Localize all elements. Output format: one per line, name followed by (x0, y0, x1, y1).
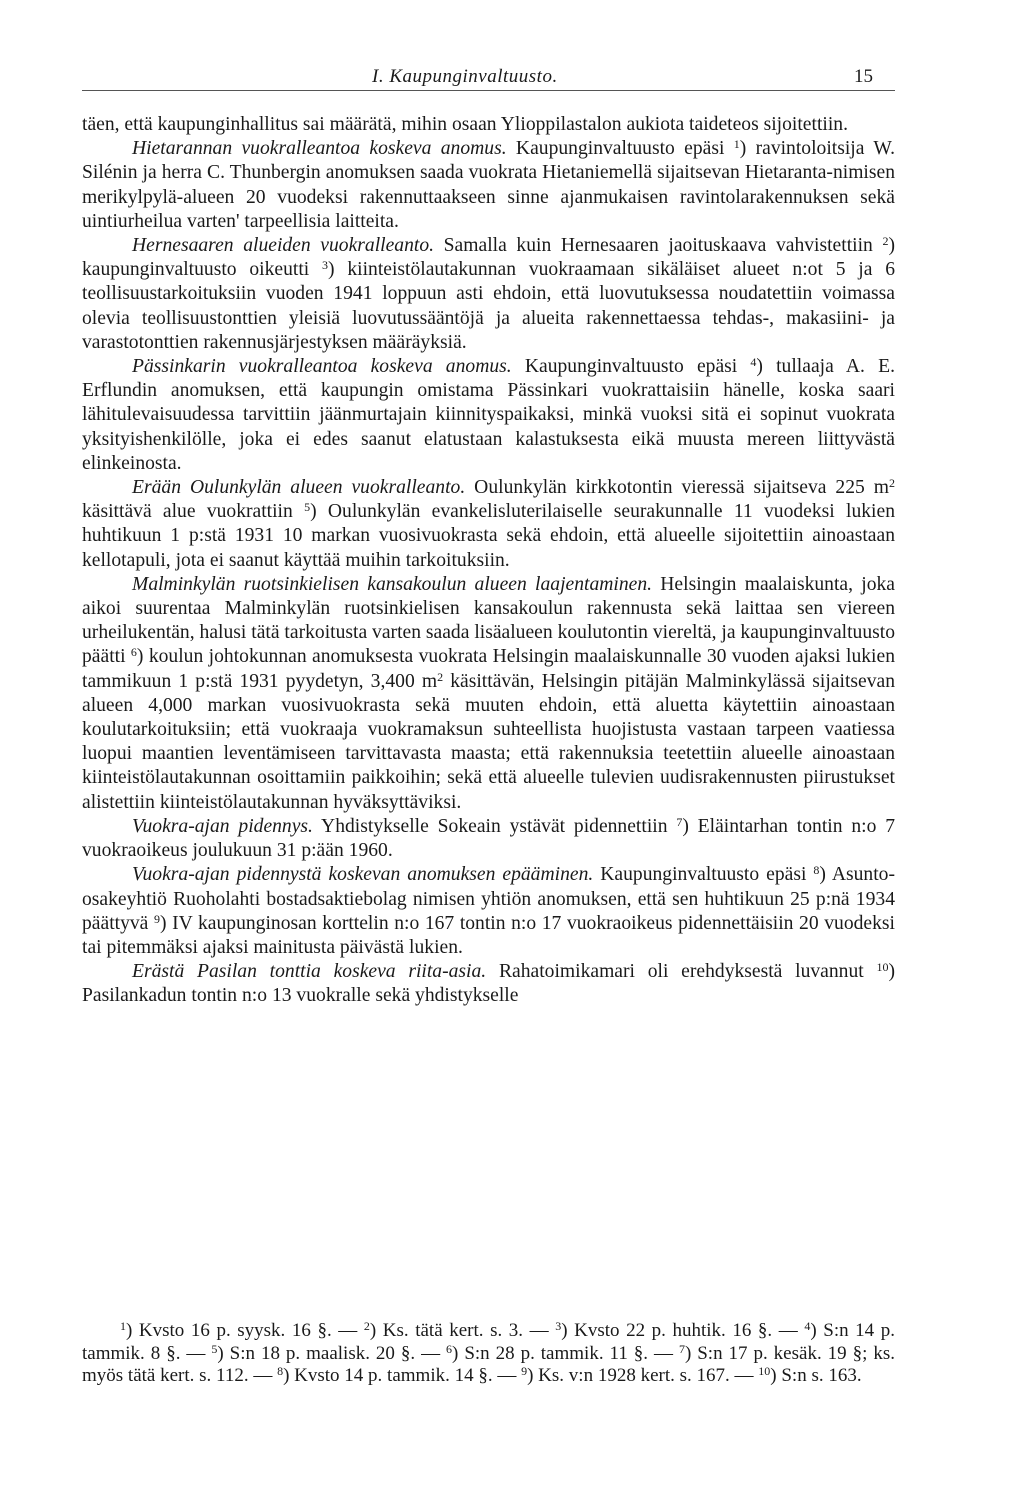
text-run: käsittävän, Helsingin pitäjän Malminkylässä sijaitsevan alueen 4,000 markan vuosivuokrasta sekä muuten ehdoin, että aluetta käytettiin ainoastaan koulutarkoituksiin; että vuokraaja vuokramaksun suhteellista huojistusta vastaan tarpeen vaatiessa luopui maantien leventämiseen tarvittavasta maasta; että rakennuksia teetettiin alueelle ainoastaan kiinteistölautakunnan osoittamiin paikkoihin; sekä että alueelle tulevien uudisrakennusten piirustukset alistettiin kiinteistölautakunnan hyväksyttäviksi. (82, 670, 896, 813)
footnote-ref: 7 (678, 1341, 685, 1356)
footnote-ref: 3 (555, 1319, 562, 1333)
text-run: ) S:n 14 p. tammik. 8 §. — (82, 1320, 895, 1364)
text-run: ) koulun johtokunnan anomuksesta vuokrata Helsingin maalaiskunnalle 30 vuoden ajaksi lukien tammikuun 1 p:stä 1931 pyydetyn, 3,400 m (82, 646, 895, 692)
footnotes (82, 1320, 895, 1388)
text-run: ) Ks. v:n 1928 kert. s. 167. — (527, 1365, 759, 1386)
text-run: ) Ks. tätä kert. s. 3. — (369, 1320, 556, 1341)
subheading: Erästä Pasilan tonttia koskeva riita-asia. (132, 961, 487, 983)
text-run: ) kaupunginvaltuusto oikeutti (82, 235, 895, 281)
subheading: Malminkylän ruotsinkielisen kansakoulun alueen laajentaminen. (132, 573, 653, 595)
footnote-ref: 1 (733, 137, 740, 152)
text-run: ) Kvsto 16 p. syysk. 16 §. — (126, 1320, 364, 1341)
footnote-ref: 10 (876, 960, 889, 975)
footnote-ref: 6 (130, 645, 137, 660)
footnote-ref: 2 (437, 669, 444, 684)
footnote-text (82, 1320, 895, 1388)
footnote-ref: 1 (120, 1319, 126, 1333)
page-number: 15 (854, 66, 873, 87)
text-run: Rahatoimikamari oli erehdyksestä luvannut (486, 961, 877, 983)
footnote-ref: 7 (676, 814, 683, 829)
footnote-ref: 8 (277, 1364, 284, 1378)
text-run: Samalla kuin Hernesaaren jaoituskaava vahvistettiin (434, 235, 883, 257)
text-run: ) Eläintarhan tontin n:o 7 vuokraoikeus joulukuun 31 p:ään 1960. (82, 815, 895, 862)
text-run: täen, että kaupunginhallitus sai määrätä, mihin osaan Ylioppilastalon aukiota taideteos sijoitettiin. (82, 114, 848, 135)
footnote-ref: 8 (813, 863, 820, 878)
running-header (82, 66, 895, 91)
footnote-ref: 6 (446, 1341, 453, 1356)
text-run: ) kiinteistölautakunnan vuokraamaan sikäläiset alueet n:ot 5 ja 6 teollisuustarkoituksiin vuoden 1941 loppuun asti ehdoin, että luovutuksessa noudatettiin voimassa olevia teollisuustonttien yleisiä luovutussääntöjä ja alueita rakennettaessa tehdas-, makasiini- ja varastotonttien rakennusjärjestyksen määräyksiä. (82, 259, 896, 353)
text-run: ) Kvsto 14 p. tammik. 14 §. — (283, 1365, 522, 1386)
subheading: Hietarannan vuokralleantoa koskeva anomus. (132, 138, 507, 160)
paragraph (82, 863, 895, 960)
text-run: ) ravintoloitsija W. Silénin ja herra C. Thunbergin anomuksen saada vuokrata Hietaniemellä sijaitsevan Hietaranta-nimisen merikylpylä-alueen 20 vuodeksi rakennuttaakseen sinne ajanmukaisen ravintolarakennuksen sekä uintiurheilua varten' tarpeellisia laitteita. (82, 138, 895, 232)
subheading: Hernesaaren alueiden vuokralleanto. (132, 235, 435, 257)
body-text (82, 113, 895, 1009)
text-run: ) S:n 28 p. tammik. 11 §. — (452, 1342, 679, 1364)
footnote-ref: 2 (889, 476, 895, 491)
paragraph (82, 815, 895, 863)
text-run: ) S:n 17 p. kesäk. 19 §; ks. myös tätä kert. s. 112. — (82, 1342, 895, 1386)
text-run: Helsingin maalaiskunta, joka aikoi suurentaa Malminkylän ruotsinkielisen kansakoulun rakennusta sekä laittaa sen viereen urheilukentän, halusi tätä tarkoitusta varten saada lisäalueen koulutontin viereltä, ja kaupunginvaltuusto päätti (82, 573, 895, 668)
paragraph (82, 234, 895, 355)
text-run: Kaupunginvaltuusto epäsi (511, 356, 751, 378)
text-run: ) S:n 18 p. maalisk. 20 §. — (217, 1342, 447, 1364)
footnote-ref: 9 (521, 1364, 528, 1378)
paragraph (82, 960, 895, 1008)
paragraph (82, 573, 895, 815)
text-run: ) Asunto-osakeyhtiö Ruoholahti bostadsaktiebolag nimisen yhtiön anomuksen, että sen huhtikuun 25 p:nä 1934 päättyvä (82, 864, 895, 934)
footnote-ref: 10 (758, 1364, 771, 1378)
footnote-ref: 5 (211, 1341, 218, 1356)
footnote-ref: 5 (304, 500, 311, 515)
paragraph (82, 476, 895, 573)
text-run: Oulunkylän kirkkotontin vieressä sijaitseva 225 m (465, 477, 889, 499)
subheading: Vuokra-ajan pidennystä koskevan anomuksen epääminen. (132, 864, 594, 886)
text-run: ) tullaaja A. E. Erflundin anomuksen, että kaupungin omistama Pässinkari vuokrattaisiin hänelle, koska saari lähitulevaisuudessa tarvittiin jäänmurtajain kiinnityspaikaksi, minkä vuoksi sitä ei sopinut vuokrata yksityishenkilölle, joka ei edes saanut elatustaan kalastuksesta eikä muusta mereen liittyvästä elinkeinosta. (82, 356, 895, 474)
section-title: I. Kaupunginvaltuusto. (372, 66, 558, 87)
text-run: ) Oulunkylän evankelisluterilaiselle seurakunnalle 11 vuodeksi lukien huhtikuun 1 p:stä 1931 10 markan vuosivuokrasta sekä ehdoin, että alueelle sijoitettiin ainoastaan kellotapuli, jota ei saanut käyttää muihin tarkoituksiin. (82, 501, 895, 571)
text-run: käsittävä alue vuokrattiin (82, 501, 305, 523)
text-run: Kaupunginvaltuusto epäsi (593, 864, 814, 886)
footnote-ref: 3 (322, 258, 329, 273)
text-run: ) Kvsto 22 p. huhtik. 16 §. — (561, 1320, 805, 1341)
footnote-ref: 9 (153, 911, 160, 926)
footnote-ref: 2 (363, 1319, 370, 1333)
text-run: ) Pasilankadun tontin n:o 13 vuokralle sekä yhdistykselle (82, 961, 895, 1007)
text-run: Yhdistykselle Sokeain ystävät pidennettiin (312, 815, 677, 837)
paragraph (82, 137, 895, 234)
footnote-ref: 4 (804, 1319, 811, 1333)
subheading: Erään Oulunkylän alueen vuokralleanto. (132, 477, 466, 499)
paragraph (82, 113, 895, 137)
subheading: Vuokra-ajan pidennys. (132, 815, 313, 837)
footnote-ref: 4 (750, 355, 757, 370)
subheading: Pässinkarin vuokralleantoa koskeva anomus. (132, 356, 512, 378)
text-run: ) S:n s. 163. (770, 1365, 862, 1386)
text-run: ) IV kaupunginosan korttelin n:o 167 tontin n:o 17 vuokraoikeus pidennettäisiin 20 vuodeksi tai pitemmäksi ajaksi mainitusta päivästä lukien. (82, 912, 895, 958)
footnote-ref: 2 (882, 234, 889, 249)
paragraph (82, 355, 895, 476)
text-run: Kaupunginvaltuusto epäsi (506, 138, 734, 160)
